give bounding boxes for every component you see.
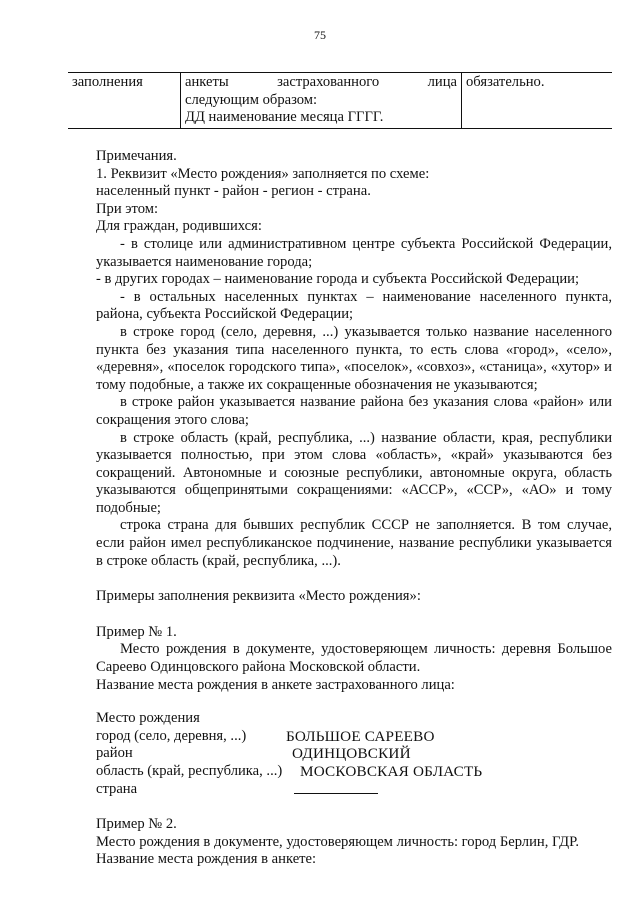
birthplace-block-title: Место рождения [96, 710, 200, 727]
description-line-2: следующим образом: [185, 91, 318, 108]
notes-paragraph: При этом: [96, 200, 159, 217]
example-2-title: Пример № 2. [96, 816, 177, 833]
notes-paragraph: в строке район указывается название района без указания слова «район» или сокращения этого слова; [96, 394, 612, 428]
example-1-document-text: Место рождения в документе, удостоверяющем личность: деревня Большое Сареево Одинцовского района Московской области. [96, 641, 612, 676]
notes-heading: Примечания. [96, 148, 177, 164]
notes-paragraph: в строке город (село, деревня, ...) указывается только название населенного пункта без указания типа населенного пункта, то есть слова «город», «село», «деревня», «поселок городского типа», «поселок», «совхоз», «станица», «хутор» и тому подобные, а также их сокращенные обозначения не указываются; [96, 323, 612, 393]
notes-paragraph: 1. Реквизит «Место рождения» заполняется по схеме: [96, 165, 430, 182]
notes-paragraph: - в других городах – наименование города и субъекта Российской Федерации; [96, 271, 580, 288]
examples-heading: Примеры заполнения реквизита «Место рождения»: [96, 588, 421, 605]
table-cell-description [181, 73, 462, 129]
example-2-document-text: Место рождения в документе, удостоверяющем личность: город Берлин, ГДР. [96, 833, 580, 850]
table-cell-field: заполнения [68, 73, 181, 129]
country-blank-line [294, 781, 378, 794]
example-1-title: Пример № 1. [96, 623, 177, 640]
notes-paragraph: населенный пункт - район - регион - страна. [96, 183, 371, 200]
notes-paragraph: Для граждан, родившихся: [96, 218, 262, 235]
birthplace-row-city: город (село, деревня, ...) БОЛЬШОЕ САРЕЕВО [96, 727, 435, 745]
example-2-form-text: Название места рождения в анкете: [96, 851, 317, 868]
table-cell-required: обязательно. [462, 73, 613, 129]
birthplace-row-region: область (край, республика, ...) МОСКОВСКАЯ ОБЛАСТЬ [96, 763, 483, 780]
description-line-1: анкеты застрахованного лица [185, 74, 457, 90]
notes-paragraph: в строке область (край, республика, ...) название области, края, республики указывается полностью, при этом слова «область», «край» указываются без сокращений. Автономные и союзные республики, автономные округа, область указываются общепринятыми сокращениями: «АССР», «ССР», «АО» и тому подобные; [96, 429, 612, 516]
notes-paragraph: - в остальных населенных пунктах – наименование населенного пункта, района, субъекта Российской Федерации; [96, 288, 612, 323]
notes-paragraph: - в столице или административном центре субъекта Российской Федерации, указывается наименование города; [96, 235, 612, 270]
birthplace-row-district: район ОДИНЦОВСКИЙ [96, 745, 411, 763]
table-row [68, 73, 612, 129]
document-body [96, 148, 612, 869]
requisite-table-fragment [68, 72, 612, 129]
description-line-3: ДД наименование месяца ГГГГ. [185, 109, 384, 126]
page-number: 75 [314, 28, 326, 42]
birthplace-row-country: страна [96, 781, 612, 799]
example-1-form-text: Название места рождения в анкете застрахованного лица: [96, 676, 455, 693]
notes-paragraph: строка страна для бывших республик СССР не заполняется. В том случае, если район имел республиканское подчинение, название республики указывается в строке область (край, республика, ...). [96, 517, 612, 569]
